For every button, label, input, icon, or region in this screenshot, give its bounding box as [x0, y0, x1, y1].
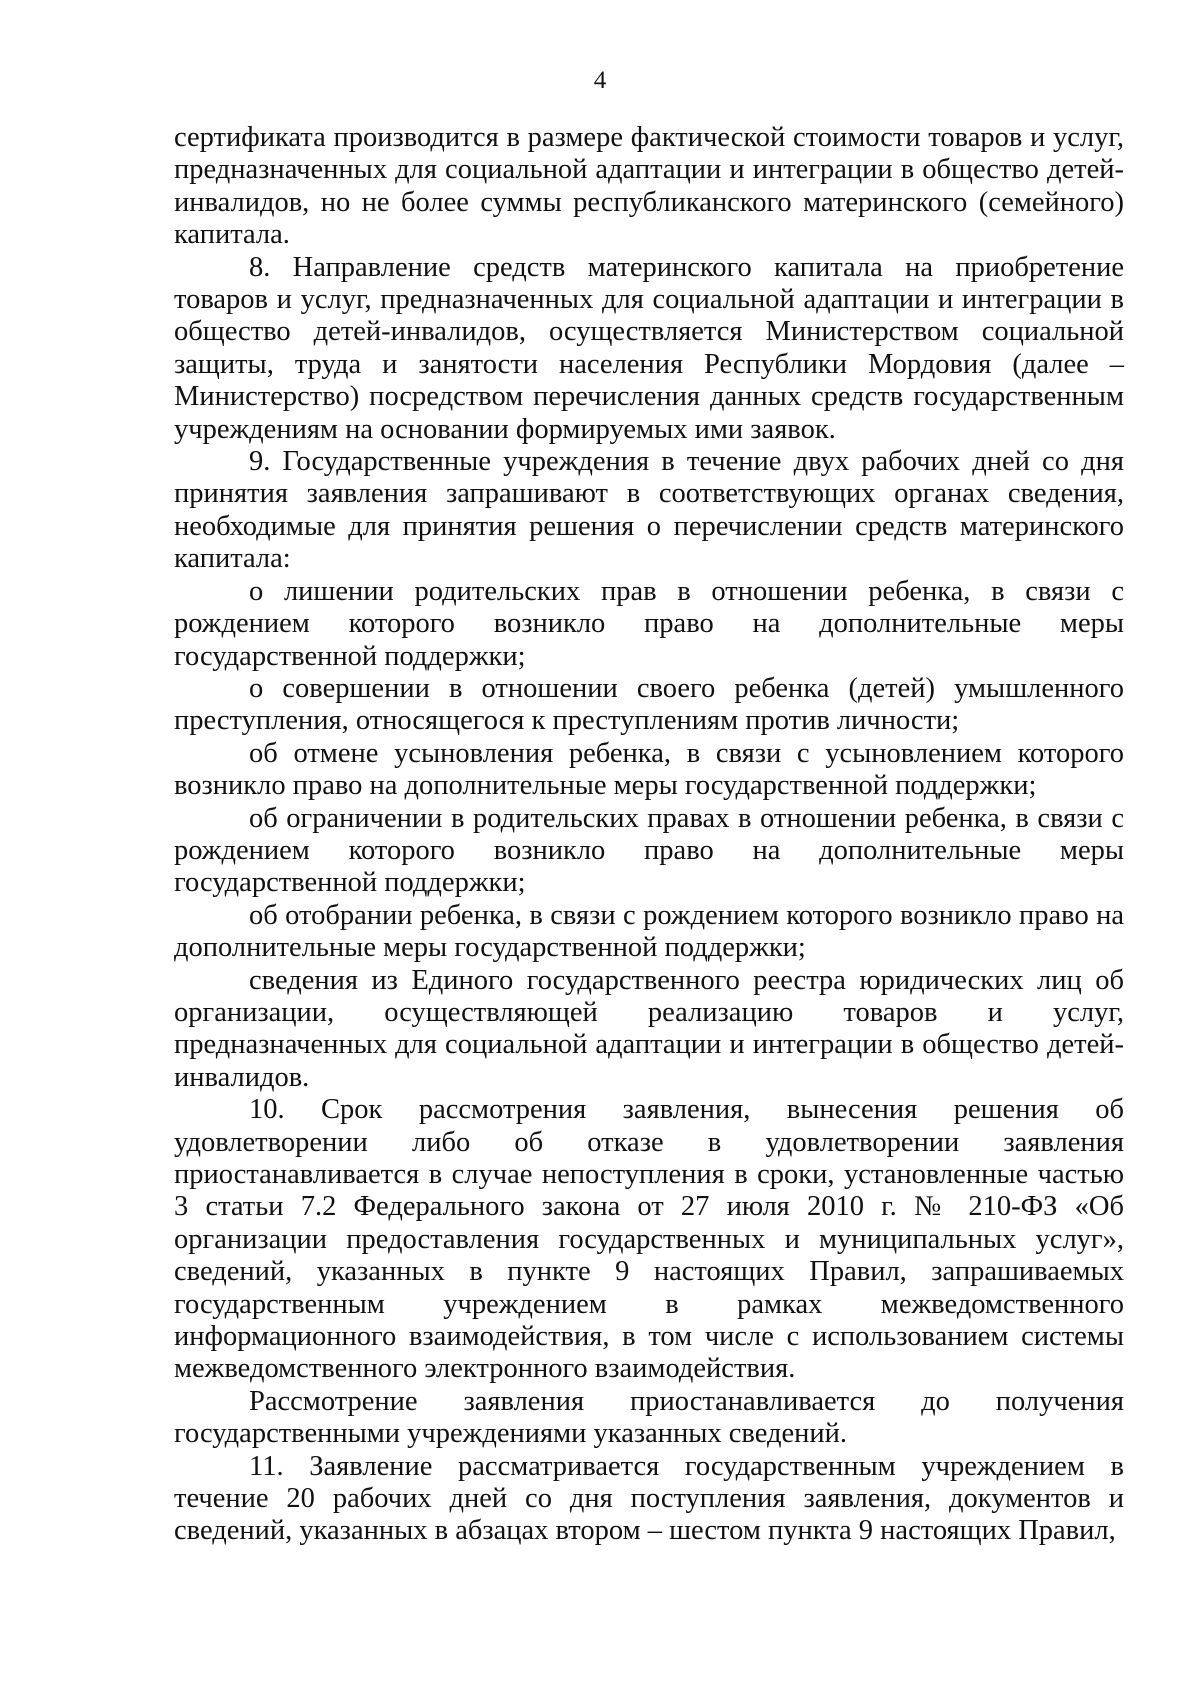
paragraph-item-10: 10. Срок рассмотрения заявления, вынесения решения об удовлетворении либо об отказе в удовлетворении заявления приостанавливается в случае непоступления в сроки, установленные частью 3 статьи 7.2 Федерального закона от 27 июля 2010 г. № 210-ФЗ «Об организации предоставления государственных и муниципальных услуг», сведений, указанных в пункте 9 настоящих Правил, запрашиваемых государственным учреждением в рамках межведомственного информационного взаимодействия, в том числе с использованием системы межведомственного электронного взаимодействия.: [174, 1094, 1124, 1385]
paragraph-item-9-adoption-cancel: об отмене усыновления ребенка, в связи с усыновлением которого возникло право на дополнительные меры государственной поддержки;: [174, 737, 1124, 802]
document-body: [174, 122, 1124, 1548]
paragraph-item-11: 11. Заявление рассматривается государственным учреждением в течение 20 рабочих дней со дня поступления заявления, документов и сведений, указанных в абзацах втором – шестом пункта 9 настоящих Правил,: [174, 1450, 1124, 1547]
paragraph-item-9-child-removal: об отобрании ребенка, в связи с рождением которого возникло право на дополнительные меры государственной поддержки;: [174, 899, 1124, 964]
paragraph-item-9-rights-restriction: об ограничении в родительских правах в отношении ребенка, в связи с рождением которого возникло право на дополнительные меры государственной поддержки;: [174, 802, 1124, 899]
paragraph-item-9-registry: сведения из Единого государственного реестра юридических лиц об организации, осуществляющей реализацию товаров и услуг, предназначенных для социальной адаптации и интеграции в общество детей-инвалидов.: [174, 964, 1124, 1093]
paragraph-item-8: 8. Направление средств материнского капитала на приобретение товаров и услуг, предназначенных для социальной адаптации и интеграции в общество детей-инвалидов, осуществляется Министерством социальной защиты, труда и занятости населения Республики Мордовия (далее – Министерство) посредством перечисления данных средств государственным учреждениям на основании формируемых ими заявок.: [174, 251, 1124, 445]
page-number: 4: [593, 67, 607, 94]
paragraph-certificate-continuation: сертификата производится в размере фактической стоимости товаров и услуг, предназначенных для социальной адаптации и интеграции в общество детей-инвалидов, но не более суммы республиканского материнского (семейного) капитала.: [174, 122, 1124, 251]
paragraph-item-10-suspension: Рассмотрение заявления приостанавливается до получения государственными учреждениями указанных сведений.: [174, 1385, 1124, 1450]
paragraph-item-9-parental-rights: о лишении родительских прав в отношении ребенка, в связи с рождением которого возникло право на дополнительные меры государственной поддержки;: [174, 575, 1124, 672]
paragraph-item-9-crime: о совершении в отношении своего ребенка (детей) умышленного преступления, относящегося к преступлениям против личности;: [174, 672, 1124, 737]
paragraph-item-9: 9. Государственные учреждения в течение двух рабочих дней со дня принятия заявления запрашивают в соответствующих органах сведения, необходимые для принятия решения о перечислении средств материнского капитала:: [174, 446, 1124, 575]
